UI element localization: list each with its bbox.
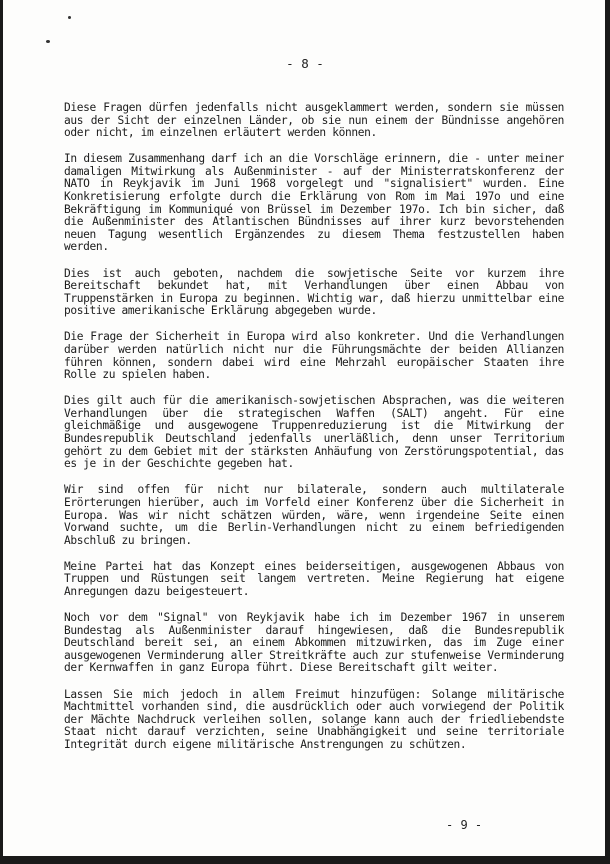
paragraph: In diesem Zusammenhang darf ich an die Vorschläge erinnern, die - unter meiner damaligen Mitwirkung als Außenminister - auf der Ministerratskonferenz der NATO in Reykjavik im Juni 1968 vorgelegt und "signalisiert" wurden. Eine Konkretisierung erfolgte durch die Erklärung von Rom im Mai 197o und eine Bekräftigung im Kommuniqué von Brüssel im Dezember 197o. Ich bin sicher, daß die Außenminister des Atlantischen Bündnisses auf ihrer kurz bevorstehenden neuen Tagung wesentlich Ergänzendes zu diesem Thema festzustellen haben werden. [64, 152, 564, 254]
next-page-marker: - 9 - [446, 818, 483, 832]
paragraph: Meine Partei hat das Konzept eines beiderseitigen, ausgewogenen Abbaus von Truppen und Rüstungen seit langem vertreten. Meine Regierung hat eigene Anregungen dazu beigesteuert. [64, 559, 564, 598]
body-text [64, 102, 564, 765]
scan-border-left [0, 0, 3, 864]
scan-border-right [605, 0, 610, 864]
paragraph: Wir sind offen für nicht nur bilaterale, sondern auch multilaterale Erörterungen hierüber, auch im Vorfeld einer Konferenz über die Sicherheit in Europa. Was wir nicht schätzen würden, wäre, wenn irgendeine Seite einen Vorwand suchte, um die Berlin-Verhandlungen nicht zu einem befriedigenden Abschluß zu bringen. [64, 483, 564, 547]
paragraph: Noch vor dem "Signal" von Reykjavik habe ich im Dezember 1967 in unserem Bundestag als Außenminister darauf hingewiesen, daß die Bundesrepublik Deutschland bereit sei, an einem Abkommen mitzuwirken, das im Zuge einer ausgewogenen Verminderung aller Streitkräfte auch zur stufenweise Verminderung der Kernwaffen in ganz Europa führt. Diese Bereitschaft gilt weiter. [64, 611, 564, 675]
page-number: - 8 - [286, 56, 324, 71]
paragraph: Die Frage der Sicherheit in Europa wird also konkreter. Und die Verhandlungen darüber werden natürlich nicht nur die Führungsmächte der beiden Allianzen führen können, sondern dabei wird eine Mehrzahl europäischer Staaten ihre Rolle zu spielen haben. [64, 330, 564, 382]
scan-speck [68, 16, 71, 19]
paragraph: Dies ist auch geboten, nachdem die sowjetische Seite vor kurzem ihre Bereitschaft bekundet hat, mit Verhandlungen über einen Abbau von Truppenstärken in Europa zu beginnen. Wichtig war, daß hierzu unmittelbar eine positive amerikanische Erklärung abgegeben wurde. [64, 266, 564, 318]
paragraph: Dies gilt auch für die amerikanisch-sowjetischen Absprachen, was die weiteren Verhandlungen über die strategischen Waffen (SALT) angeht. Für eine gleichmäßige und ausgewogene Truppenreduzierung ist die Mitwirkung der Bundesrepublik Deutschland jedenfalls unerläßlich, denn unser Territorium gehört zu dem Gebiet mit der stärksten Anhäufung von Zerstörungspotential, das es je in der Geschichte gegeben hat. [64, 394, 564, 471]
paragraph: Lassen Sie mich jedoch in allem Freimut hinzufügen: Solange militärische Machtmittel vorhanden sind, die ausdrücklich oder auch vorwiegend der Politik der Mächte Nachdruck verleihen sollen, solange kann auch der friedliebendste Staat nicht darauf verzichten, seine Unabhängigkeit und seine territoriale Integrität durch eigene militärische Anstrengungen zu schützen. [64, 687, 564, 751]
scan-speck [46, 40, 50, 43]
scan-border-bottom [0, 856, 610, 864]
paragraph: Diese Fragen dürfen jedenfalls nicht ausgeklammert werden, sondern sie müssen aus der Sicht der einzelnen Länder, ob sie nun einem der Bündnisse angehören oder nicht, im einzelnen erläutert werden können. [64, 101, 564, 140]
